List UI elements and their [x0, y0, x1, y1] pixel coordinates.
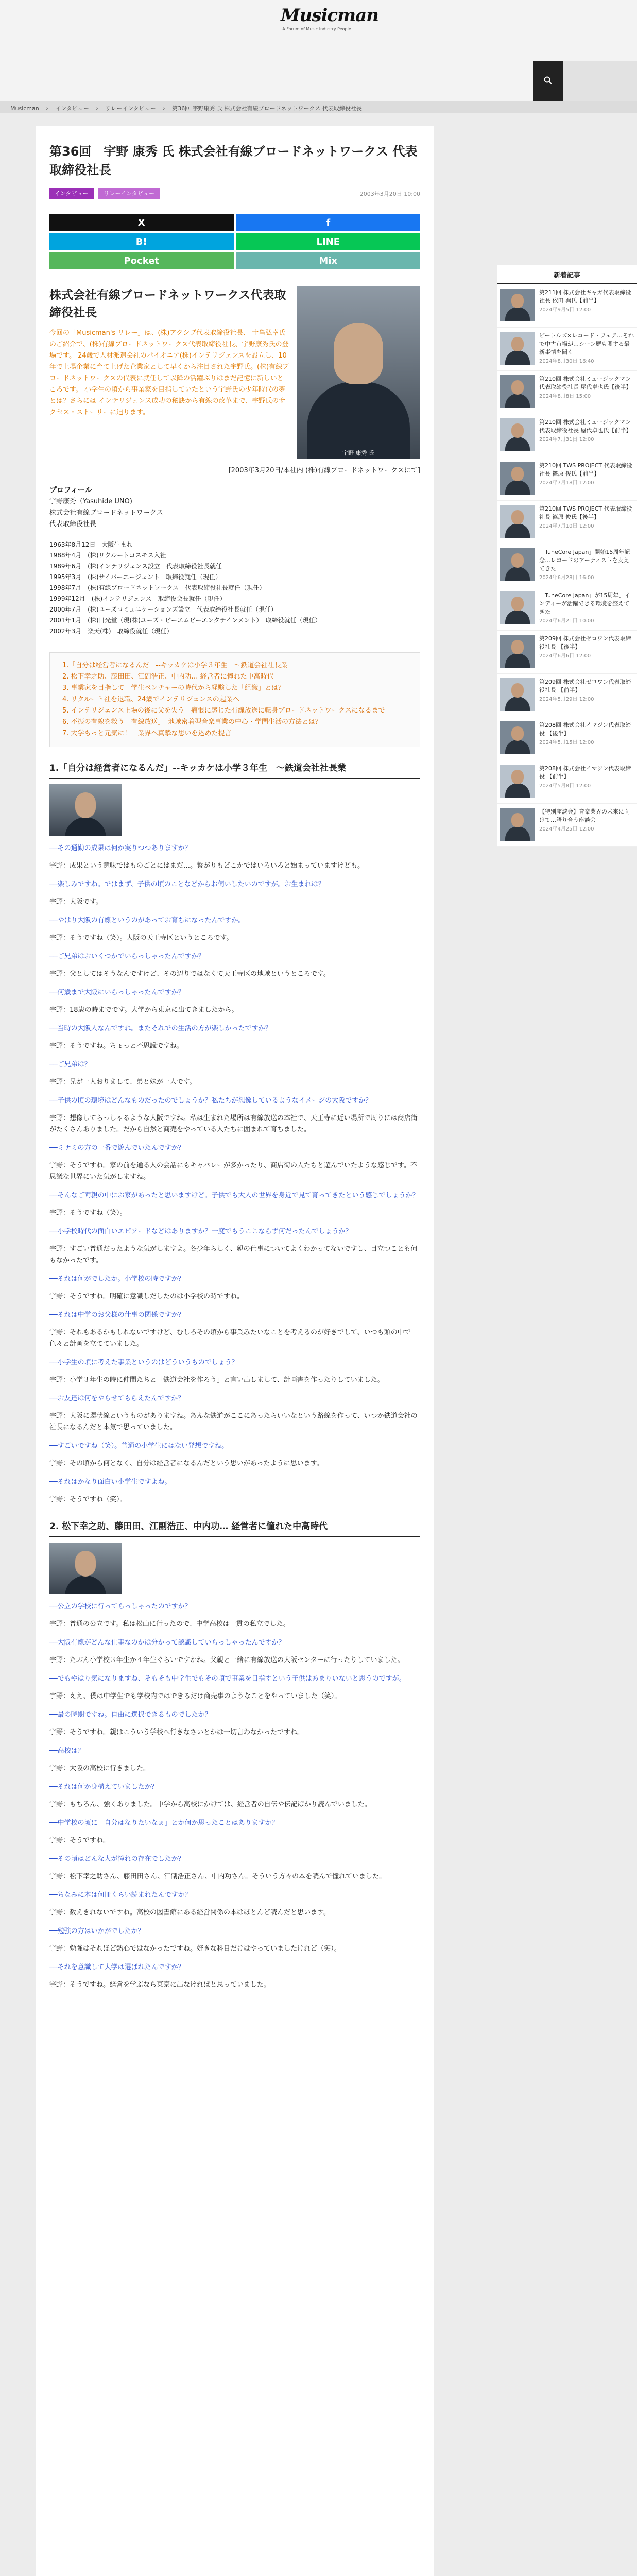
- sidebar-item-date: 2024年8月30日 16:40: [539, 359, 594, 364]
- sidebar-item-title[interactable]: 第209回 株式会社ゼロワン代表取締役社長 【前半】: [539, 679, 631, 693]
- logo-text: Musicman: [281, 5, 378, 26]
- answer-text: 宇野：兄が一人おりまして、弟と妹が一人です。: [49, 1078, 196, 1086]
- sidebar-item[interactable]: [497, 371, 637, 414]
- tag-list: [49, 188, 420, 200]
- answer-text: 宇野：想像してらっしゃるような大阪ですね。私は生まれた場所は有線放送の本社で、天王寺に近い場所で周りには商店街がたくさんありました。だから自然と商売をやっている人たちに囲まれて育ちました。: [49, 1114, 418, 1133]
- site-logo[interactable]: [281, 4, 378, 40]
- question-text: ──中学校の頃に「自分はなりたいなぁ」とか何か思ったことはありますか？: [49, 1819, 279, 1827]
- sidebar-thumbnail: [500, 765, 535, 798]
- sidebar-item-date: 2024年6月28日 16:00: [539, 575, 594, 581]
- sidebar-item-date: 2024年7月31日 12:00: [539, 437, 594, 443]
- history-item: 1989年6月 (株)インテリジェンス設立 代表取締役社長就任: [49, 563, 222, 570]
- sidebar-item-title[interactable]: 第208回 株式会社イマジン代表取締役 【前半】: [539, 765, 631, 780]
- question-text: ──それは何がでしたか。小学校の時ですか？: [49, 1275, 185, 1283]
- question-text: ──ちなみに本は何冊くらい読まれたんですか？: [49, 1891, 192, 1899]
- sidebar-item-date: 2024年8月8日 15:00: [539, 394, 591, 399]
- history-item: 2002年3月 楽天(株) 取締役就任（現任）: [49, 628, 173, 635]
- profile-line: 株式会社有線ブロードネットワークス: [49, 509, 163, 517]
- question-text: ──子供の頃の環境はどんなものだったのでしょうか？私たちが想像しているようなイメージの大阪ですか？: [49, 1097, 372, 1105]
- article-subtitle: 株式会社有線ブロードネットワークス代表取締役社長: [49, 289, 286, 319]
- breadcrumb-item[interactable]: リレーインタビュー: [105, 105, 156, 112]
- sidebar-item-title[interactable]: 第210回 株式会社ミュージックマン代表取締役社長 屋代卓也氏【後半】: [539, 376, 632, 391]
- sidebar-thumbnail: [500, 375, 535, 408]
- question-text: ──最の時期ですね。自由に選択できるものでしたか？: [49, 1711, 212, 1719]
- section-photo-1: [49, 784, 122, 836]
- sidebar-item[interactable]: [497, 457, 637, 501]
- tag-interview[interactable]: インタビュー: [49, 188, 94, 199]
- article-main: [36, 126, 434, 2576]
- sidebar-item-title[interactable]: ビートルズ×レコード・フェア…それで中古市場が…シーン歴も関する最新事情を聞く: [539, 332, 634, 355]
- answer-text: 宇野：そうですね（笑）。大阪の天王寺区というところです。: [49, 934, 233, 942]
- profile-heading: プロフィール: [49, 486, 92, 495]
- sidebar-thumbnail: [500, 462, 535, 495]
- sidebar-item-title[interactable]: 「TuneCore Japan」開始15周年記念…レコードのアーティストを支えてきた: [539, 549, 630, 572]
- answer-text: 宇野：18歳の時までです。大学から東京に出てきましたから。: [49, 1006, 238, 1014]
- sidebar-thumbnail: [500, 289, 535, 321]
- history-item: 1963年8月12日 大阪生まれ: [49, 541, 133, 548]
- share-hatena-button[interactable]: [49, 233, 234, 250]
- sidebar-item[interactable]: [497, 501, 637, 544]
- sidebar-item-date: 2024年6月6日 12:00: [539, 653, 591, 659]
- share-line-button[interactable]: [236, 233, 421, 250]
- facebook-icon: f: [326, 217, 331, 228]
- answer-text: 宇野：そうですね。家の前を通る人の会話にもキャバレーが多かったり、商店街の人たちと遊んでいたような感じです。不思議な世界にいた気がしますね。: [49, 1162, 417, 1181]
- sidebar-item-date: 2024年5月29日 12:00: [539, 697, 594, 702]
- sidebar-item[interactable]: [497, 631, 637, 674]
- sidebar-heading: 新着記事: [497, 265, 637, 284]
- sidebar-item-title[interactable]: 第210回 TWS PROJECT 代表取締役社長 篠原 俊氏【後半】: [539, 505, 632, 520]
- sidebar-item-date: 2024年7月10日 12:00: [539, 523, 594, 529]
- sidebar-text: [535, 289, 634, 324]
- logo-subtext: A Forum of Music Industry People: [282, 27, 351, 31]
- answer-text: 宇野：大阪の高校に行きました。: [49, 1765, 150, 1772]
- sidebar-text: [535, 375, 634, 411]
- history-item: 1998年7月 (株)有線ブロードネットワークス 代表取締役社長就任（現任）: [49, 584, 266, 591]
- question-text: ──それは何か身構えていましたか？: [49, 1783, 158, 1791]
- answer-text: 宇野：その頃から何となく、自分は経営者になるんだという思いがあったように思います。: [49, 1460, 323, 1467]
- breadcrumb-item[interactable]: Musicman: [10, 105, 39, 112]
- sidebar-list: [497, 284, 637, 847]
- share-buttons: [49, 214, 420, 269]
- sidebar-item[interactable]: [497, 328, 637, 371]
- sidebar: [497, 265, 637, 2576]
- breadcrumb: [0, 101, 637, 113]
- sidebar-thumbnail: [500, 721, 535, 754]
- search-icon: [544, 76, 552, 84]
- sidebar-text: [535, 591, 634, 627]
- question-text: ──当時の大阪人なんですね。またそれでの生活の方が楽しかったですか？: [49, 1025, 272, 1032]
- sidebar-item-title[interactable]: 第209回 株式会社ゼロワン代表取締役社長 【後半】: [539, 635, 631, 650]
- sidebar-text: [535, 721, 634, 757]
- question-text: ──高校は？: [49, 1747, 84, 1755]
- toc-item[interactable]: 2. 松下幸之助、藤田田、江副浩正、中内功… 経営者に憧れた中高時代: [62, 673, 274, 681]
- sidebar-thumbnail: [500, 591, 535, 624]
- answer-text: 宇野：普通の公立です。私は松山に行ったので、中学高校は一貫の私立でした。: [49, 1620, 290, 1628]
- question-text: ──小学生の頃に考えた事業というのはどういうものでしょう？: [49, 1359, 238, 1366]
- sidebar-text: [535, 678, 634, 714]
- toc-item[interactable]: 6. 不振の有線を救う「有線放送」 地域密着型音楽事業の中心・学問生活の方法とは？: [62, 718, 322, 726]
- interview-date-note: [2003年3月20日/本社内 (株)有線ブロードネットワークスにて]: [228, 467, 420, 474]
- sidebar-thumbnail: [500, 548, 535, 581]
- sidebar-text: [535, 808, 634, 843]
- sidebar-item-date: 2024年4月25日 12:00: [539, 826, 594, 832]
- sidebar-item[interactable]: [497, 544, 637, 587]
- sidebar-text: [535, 548, 634, 584]
- breadcrumb-item[interactable]: インタビュー: [55, 105, 89, 112]
- line-icon: LINE: [316, 236, 340, 247]
- sidebar-thumbnail: [500, 332, 535, 365]
- sidebar-item-title[interactable]: 第210回 TWS PROJECT 代表取締役社長 篠原 俊氏【前半】: [539, 462, 632, 477]
- sidebar-item[interactable]: [497, 414, 637, 457]
- publish-date: 2003年3月20日 10:00: [359, 191, 420, 197]
- share-mix-button[interactable]: [236, 252, 421, 269]
- sidebar-text: [535, 505, 634, 540]
- intro-block: [49, 286, 420, 459]
- sidebar-item-date: 2024年5月15日 12:00: [539, 740, 594, 745]
- share-facebook-button[interactable]: [236, 214, 421, 231]
- question-text: ──でもやはり気になりますね、そもそも中学生でもその頃で事業を目指すという子供はあまりいないと思うのですが。: [49, 1675, 406, 1683]
- question-text: ──小学校時代の面白いエピソードなどはありますか？一度でもうここならず何だったんでしょうか？: [49, 1228, 352, 1235]
- sidebar-item-date: 2024年9月5日 12:00: [539, 307, 591, 313]
- sidebar-thumbnail: [500, 505, 535, 538]
- toc-item[interactable]: 5. インテリジェンス上場の後に父を失う 痛恨に感じた有線放送に転身ブロードネットワークスになるまで: [62, 707, 385, 715]
- sidebar-thumbnail: [500, 678, 535, 711]
- question-text: ──大阪有線がどんな仕事なのかは分かって認識していらっしゃったんですか？: [49, 1639, 285, 1647]
- question-text: ──それを意識して大学は選ばれたんですか？: [49, 1963, 185, 1971]
- answer-text: 宇野：そうですね。明確に意識しだしたのは小学校の時ですね。: [49, 1293, 244, 1300]
- answer-text: 宇野：数えきれないですね。高校の図書館にある経営関係の本はほとんど読んだと思います。: [49, 1909, 330, 1917]
- breadcrumb-separator: ›: [46, 105, 48, 112]
- question-text: ──ミナミの方の一番で遊んでいたんですか？: [49, 1144, 185, 1152]
- question-text: ──やはり大阪の有線というのがあってお育ちになったんですか。: [49, 917, 245, 924]
- answer-text: 宇野：父としてはそうなんですけど、その辺りではなくて天王寺区の地域というところです。: [49, 970, 330, 978]
- article-title: 第36回 宇野 康秀 氏 株式会社有線ブロードネットワークス 代表取締役社長: [49, 144, 418, 177]
- answer-text: 宇野：そうですね（笑）。: [49, 1496, 127, 1503]
- history-item: 1988年4月 (株)リクルートコスモス入社: [49, 552, 166, 559]
- toc-item[interactable]: 3. 事業家を目指して 学生ベンチャーの時代から経験した「組織」とは？: [62, 684, 285, 692]
- sidebar-item-title[interactable]: 第211回 株式会社ギャガ代表取締役社長 依田 巽氏【前半】: [539, 289, 631, 304]
- hatena-icon: B!: [135, 236, 147, 247]
- sidebar-item-date: 2024年6月21日 10:00: [539, 618, 594, 624]
- tag-relay-interview[interactable]: リレーインタビュー: [98, 188, 160, 199]
- answer-text: 宇野：そうですね。親はこういう学校へ行きなさいとかは一切言わなかったですね。: [49, 1728, 304, 1736]
- share-x-button[interactable]: [49, 214, 234, 231]
- answer-text: 宇野：成果という意味ではものごとにはまだ…。繋がりもどこかではいろいろと始まっていますけども。: [49, 862, 365, 870]
- answer-text: 宇野：大阪に環状線というものがありますね。あんな鉄道がここにあったらいいなという路線を作って、いつか鉄道会社の社長になるんだと本気で思っていました。: [49, 1412, 418, 1431]
- answer-text: 宇野：たぶん小学校３年生か４年生ぐらいですかね。父親と一緒に有線放送の大阪センターに行ったりしていました。: [49, 1656, 404, 1664]
- answer-text: 宇野：大阪です。: [49, 898, 102, 906]
- answer-text: 宇野：ええ、僕は中学生でも学校内ではできるだけ商売事のようなことをやっていました（笑）。: [49, 1692, 341, 1700]
- answer-text: 宇野：もちろん、強くありました。中学から高校にかけては、経営者の自伝や伝記ばかり読んでいました。: [49, 1801, 371, 1808]
- sidebar-thumbnail: [500, 635, 535, 668]
- sidebar-item[interactable]: [497, 760, 637, 804]
- question-text: ──すごいですね（笑）。普通の小学生にはない発想ですね。: [49, 1442, 229, 1450]
- search-button[interactable]: [533, 61, 563, 101]
- sidebar-text: [535, 635, 634, 670]
- answer-text: 宇野：そうですね。: [49, 1837, 110, 1844]
- qa-section-1: [49, 843, 420, 1505]
- profile-block: [49, 485, 420, 530]
- breadcrumb-separator: ›: [163, 105, 165, 112]
- answer-text: 宇野：そうですね。経営を学ぶなら東京に出なければと思っていました。: [49, 1981, 271, 1989]
- question-text: ──そんなご両親の中にお家があったと思いますけど。子供でも大人の世界を身近で見て育ってきたという感じでしょうか？: [49, 1192, 419, 1199]
- history-item: 2000年7月 (株)ユーズコミュニケーションズ設立 代表取締役社長就任（現任）: [49, 606, 277, 613]
- history-item: 2001年1月 (株)日光堂（現(株)ユーズ・ビーエムビーエンタテインメント） 取締役就任（現任）: [49, 617, 321, 624]
- history-item: 1999年12月 (株)インテリジェンス 取締役会長就任（現任）: [49, 595, 226, 602]
- sidebar-item-title[interactable]: 「TuneCore Japan」が15周年、インディーが活躍できる環境を整えてきた: [539, 592, 630, 615]
- question-text: ──公立の学校に行ってらっしゃったのですか？: [49, 1603, 192, 1611]
- site-header: [0, 0, 637, 101]
- answer-text: 宇野：勉強はそれほど熱心ではなかったですね。好きな科目だけはやっていましたけれど（笑）。: [49, 1945, 341, 1953]
- share-pocket-button[interactable]: [49, 252, 234, 269]
- sidebar-text: [535, 765, 634, 800]
- profile-line: 代表取締役社長: [49, 520, 97, 528]
- sidebar-text: [535, 418, 634, 454]
- sidebar-item[interactable]: [497, 804, 637, 847]
- photo-caption: 宇野 康秀 氏: [342, 450, 374, 456]
- mix-icon: Mix: [319, 255, 338, 266]
- question-text: ──それはかなり面白い小学生ですよね。: [49, 1478, 171, 1486]
- question-text: ──その通勤の成果は何か実りつつありますか？: [49, 844, 192, 852]
- answer-text: 宇野：小学３年生の時に仲間たちと「鉄道会社を作ろう」と言い出しまして、計画書を作ったりしていました。: [49, 1376, 384, 1384]
- sidebar-item-date: 2024年7月18日 12:00: [539, 480, 594, 486]
- sidebar-thumbnail: [500, 808, 535, 841]
- question-text: ──ご兄弟はおいくつかでいらっしゃったんですか？: [49, 953, 205, 960]
- qa-section-2: [49, 1601, 420, 1991]
- question-text: ──楽しみですね。ではまず、子供の頃のことなどからお伺いしたいのですが。お生まれは？: [49, 880, 325, 888]
- sidebar-thumbnail: [500, 418, 535, 451]
- question-text: ──ご兄弟は？: [49, 1061, 91, 1069]
- profile-line: 宇野康秀（Yasuhide UNO): [49, 498, 132, 505]
- sidebar-item[interactable]: [497, 284, 637, 328]
- sidebar-item-title[interactable]: 第208回 株式会社イマジン代表取締役 【後半】: [539, 722, 631, 737]
- answer-text: 宇野：すごい普通だったような気がしますよ。各少年らしく、親の仕事についてよくわかってないですし、目立つことも何もなかったです。: [49, 1245, 418, 1264]
- table-of-contents: [49, 652, 420, 747]
- toc-item[interactable]: 1.「自分は経営者になるんだ」--キッカケは小学３年生 ～鉄道会社社長業: [62, 662, 288, 669]
- sidebar-item[interactable]: [497, 587, 637, 631]
- pocket-icon: Pocket: [124, 255, 160, 266]
- section-heading-2: 2. 松下幸之助、藤田田、江副浩正、中内功… 経営者に憧れた中高時代: [49, 1520, 420, 1537]
- section-photo-2: [49, 1543, 122, 1594]
- question-text: ──勉強の方はいかがでしたか？: [49, 1927, 145, 1935]
- sidebar-text: [535, 462, 634, 497]
- breadcrumb-item: 第36回 宇野康秀 氏 株式会社有線ブロードネットワークス 代表取締役社長: [172, 105, 362, 112]
- question-text: ──それは中学のお父様の仕事の関係ですか？: [49, 1311, 185, 1319]
- x-icon: X: [137, 217, 145, 228]
- intro-text: 今回の「Musicman's リレー」は、(株)アクシブ代表取締役社長、 十亀弘幸氏のご紹介で、(株)有線ブロードネットワークス代表取締役社長、宇野康秀氏の登場です。 24歳で人材派遣会社のパイオニア(株)インテリジェンスを設立し、10年で上場企業に育て上げた企業家として早くから注目された宇野氏。(株)有線ブロードネットワークスの代表に就任して以降の活躍ぶりはまだ記憶に新しいところです。 小学生の頃から事業家を目指していたという宇野氏の少年時代の夢とは？さらには インテリジェンス成功の秘訣から有線の改革まで、宇野氏のサクセス・ストーリーに迫ります。: [49, 329, 289, 416]
- sidebar-item[interactable]: [497, 717, 637, 760]
- question-text: ──何歳まで大阪にいらっしゃったんですか？: [49, 989, 185, 996]
- sidebar-item-title[interactable]: 【特別座談会】音楽業界の未来に向けて…語り合う座談会: [539, 808, 630, 823]
- career-history: [49, 539, 420, 637]
- answer-text: 宇野：そうですね（笑）。: [49, 1209, 127, 1217]
- sidebar-item-title[interactable]: 第210回 株式会社ミュージックマン 代表取締役社長 屋代卓也氏【前半】: [539, 419, 632, 434]
- question-text: ──その頃はどんな人が憧れの存在でしたか？: [49, 1855, 185, 1863]
- menu-area[interactable]: [563, 61, 637, 101]
- answer-text: 宇野：松下幸之助さん、藤田田さん、江副浩正さん、中内功さん。そういう方々の本を読んで憧れていました。: [49, 1873, 386, 1880]
- toc-item[interactable]: 7. 大学もっと元気に！ 業界へ真摯な思いを込めた提言: [62, 730, 232, 737]
- sidebar-text: [535, 332, 634, 367]
- question-text: ──お友達は何をやらせてもらえたんですか？: [49, 1395, 185, 1402]
- sidebar-item[interactable]: [497, 674, 637, 717]
- sidebar-item-date: 2024年5月8日 12:00: [539, 783, 591, 789]
- interviewee-photo: [297, 286, 420, 459]
- answer-text: 宇野：そうですね。ちょっと不思議ですね。: [49, 1042, 184, 1050]
- section-heading-1: 1.「自分は経営者になるんだ」--キッカケは小学３年生 ～鉄道会社社長業: [49, 761, 420, 779]
- history-item: 1995年3月 (株)サイバーエージェント 取締役就任（現任）: [49, 573, 221, 581]
- breadcrumb-separator: ›: [96, 105, 98, 112]
- answer-text: 宇野：それもあるかもしれないですけど、むしろその頃から事業みたいなことを考えるのが好きでして、いつも頭の中で色々と計画を立てていました。: [49, 1329, 411, 1348]
- toc-item[interactable]: 4. リクルート社を退職、24歳でインテリジェンスの起業へ: [62, 696, 239, 703]
